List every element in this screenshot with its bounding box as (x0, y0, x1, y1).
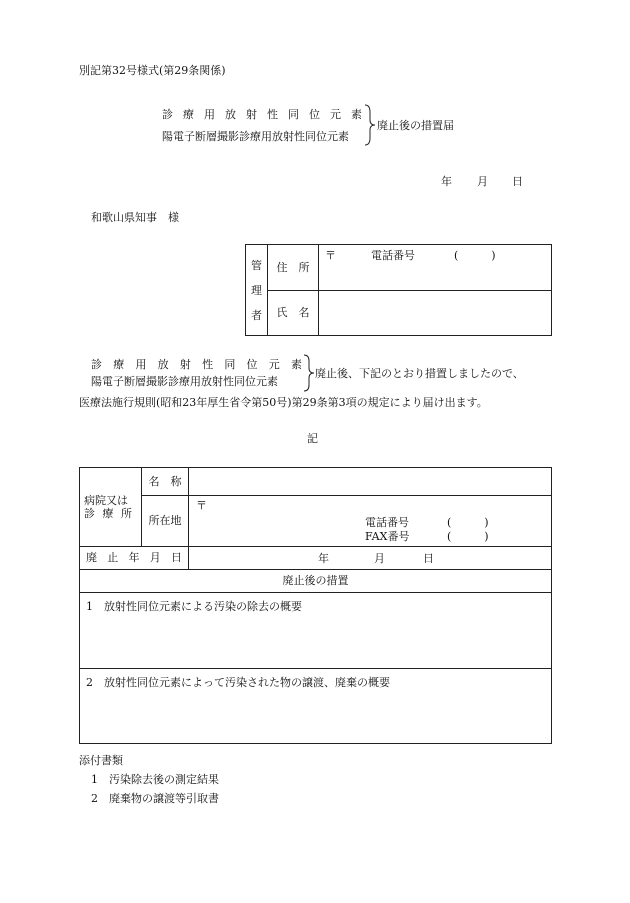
body-brace (303, 354, 315, 392)
title-line-2: 陽電子断層撮影診療用放射性同位元素 (162, 130, 349, 143)
title-line-1-char: 同 (288, 108, 299, 121)
body-line-1-char: 素 (290, 358, 302, 371)
facility-fax-label: FAX番号 (365, 530, 410, 543)
manager-table (245, 244, 552, 336)
manager-phone-label: 電話番号 (371, 249, 415, 262)
hospital-label-char: 所 (121, 507, 132, 520)
title-brace (364, 104, 376, 146)
postal-mark: 〒 (325, 249, 336, 262)
manager-address-label: 住 所 (268, 245, 319, 291)
date-year-label: 年 (441, 175, 452, 188)
addressee: 和歌山県知事 様 (91, 211, 179, 224)
measures-header: 廃止後の措置 (80, 570, 552, 593)
form-number: 別記第32号様式(第29条関係) (79, 64, 226, 77)
body-line-1-char: 射 (179, 358, 191, 371)
hospital-label-char: 診 (84, 507, 95, 520)
facility-name-field[interactable] (189, 468, 552, 496)
manager-name-field[interactable] (319, 291, 552, 336)
title-line-1-char: 射 (246, 108, 257, 121)
body-line-3: 医療法施行規則(昭和23年厚生省令第50号)第29条第3項の規定により届け出ます。 (79, 396, 488, 409)
ki-heading: 記 (307, 432, 318, 445)
hospital-label: 病院又は 診 療 所 (80, 468, 142, 547)
facility-phone-label: 電話番号 (365, 516, 409, 529)
facility-name-label: 名 称 (142, 468, 189, 496)
title-line-1-char: 用 (204, 108, 215, 121)
title-line-1-char: 療 (183, 108, 194, 121)
manager-address-field[interactable] (319, 245, 552, 291)
abolition-date-label (80, 547, 189, 570)
body-line-1-char: 放 (157, 358, 169, 371)
date-month-label: 月 (477, 175, 488, 188)
title-line-1-char: 素 (351, 108, 362, 121)
abolition-month: 月 (374, 552, 385, 565)
manager-phone-parens: ( ) (454, 249, 496, 262)
title-line-1-char: 性 (267, 108, 278, 121)
date-day-label: 日 (512, 175, 523, 188)
title-line-1 (162, 108, 362, 121)
body-line-1 (91, 358, 302, 371)
body-suffix: 廃止後、下記のとおり措置しましたので、 (315, 367, 524, 380)
body-line-1-char: 性 (202, 358, 214, 371)
manager-label: 管 理 者 (246, 245, 268, 336)
abolition-date-label-char: 止 (107, 551, 119, 565)
body-line-1-char: 元 (268, 358, 280, 371)
facility-location-label: 所在地 (142, 496, 189, 547)
body-line-1-char: 療 (113, 358, 125, 371)
facility-location-field[interactable] (189, 496, 552, 547)
body-line-2: 陽電子断層撮影診療用放射性同位元素 (91, 375, 278, 388)
attachments-title: 添付書類 (79, 754, 123, 767)
body-line-1-char: 診 (91, 358, 102, 371)
facility-fax-parens: ( ) (447, 530, 489, 543)
title-suffix: 廃止後の措置届 (377, 119, 454, 132)
abolition-year: 年 (318, 552, 329, 565)
location-postal-mark: 〒 (196, 499, 207, 512)
facility-phone-parens: ( ) (447, 516, 489, 529)
hospital-label-char: 療 (102, 507, 114, 520)
measures-item-1[interactable]: 1 放射性同位元素による汚染の除去の概要 (80, 593, 552, 669)
body-line-1-char: 用 (135, 358, 147, 371)
body-line-1-char: 位 (246, 358, 258, 371)
attachment-item-2: 2 廃棄物の譲渡等引取書 (91, 792, 219, 805)
abolition-day: 日 (423, 552, 434, 565)
abolition-date-label-char: 年 (128, 551, 140, 565)
manager-name-label: 氏 名 (268, 291, 319, 336)
title-line-1-char: 放 (225, 108, 236, 121)
title-line-1-char: 診 (162, 108, 173, 121)
abolition-date-label-char: 日 (171, 551, 182, 565)
title-line-1-char: 位 (309, 108, 320, 121)
body-line-1-char: 同 (224, 358, 236, 371)
title-line-1-char: 元 (330, 108, 341, 121)
abolition-date-label-char: 月 (149, 551, 161, 565)
measures-item-2[interactable]: 2 放射性同位元素によって汚染された物の譲渡、廃棄の概要 (80, 669, 552, 744)
abolition-date-field[interactable] (189, 547, 552, 570)
abolition-date-label-char: 廃 (86, 551, 97, 565)
attachment-item-1: 1 汚染除去後の測定結果 (91, 773, 219, 786)
main-table (79, 467, 552, 744)
